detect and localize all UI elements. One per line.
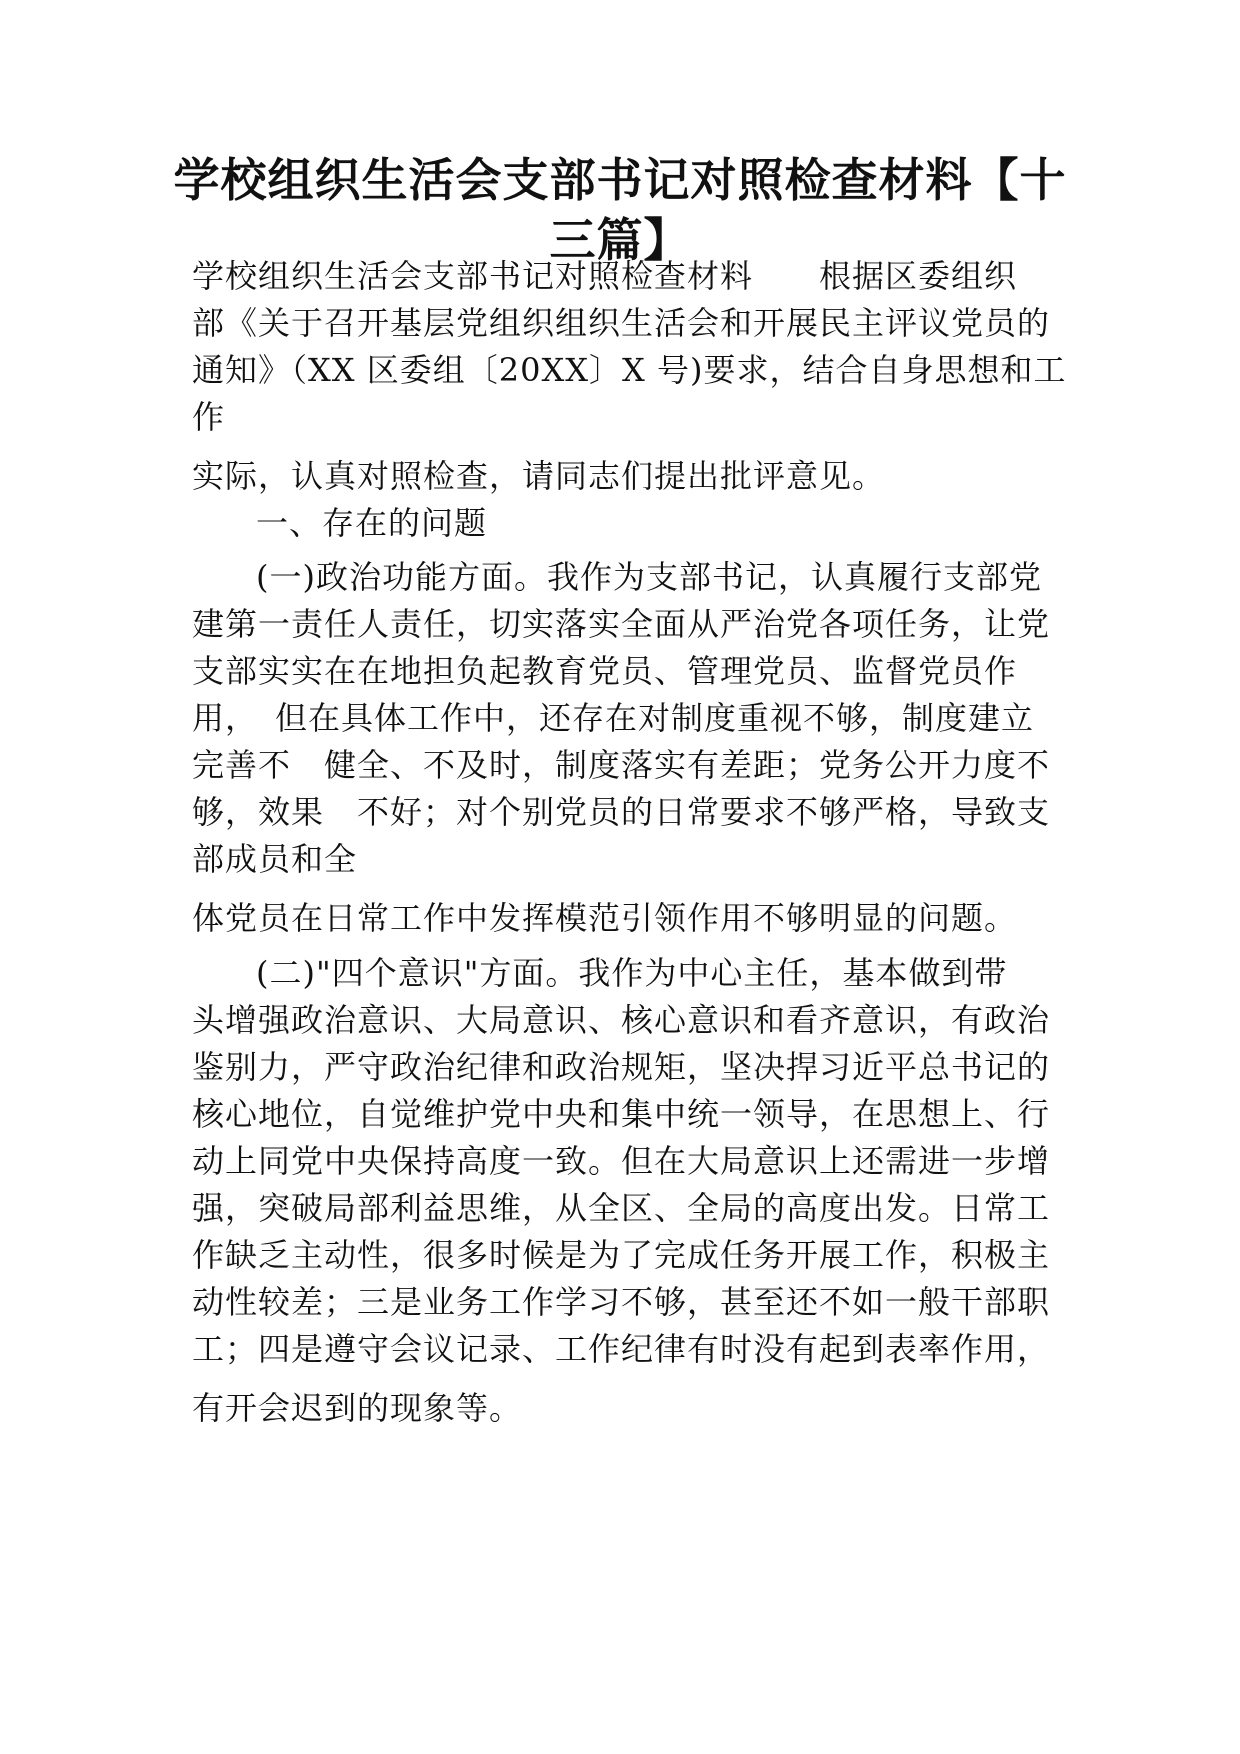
body-line: 头增强政治意识、大局意识、核心意识和看齐意识，有政治 [192,1001,1051,1039]
document-title [150,150,1090,270]
body-line: 核心地位，自觉维护党中央和集中统一领导，在思想上、行 [192,1095,1051,1133]
body-line: 用， 但在具体工作中，还存在对制度重视不够，制度建立 [192,699,1035,737]
body-line: 作缺乏主动性，很多时候是为了完成任务开展工作，积极主 [192,1236,1051,1274]
body-line: 体党员在日常工作中发挥模范引领作用不够明显的问题。 [192,899,1018,937]
title-line-2: 三篇】 [549,213,691,267]
body-line: 学校组织生活会支部书记对照检查材料 根据区委组织 [192,257,1018,295]
body-line: 强，突破局部利益思维，从全区、全局的高度出发。日常工 [192,1189,1051,1227]
body-line: 工；四是遵守会议记录、工作纪律有时没有起到表率作用， [192,1330,1051,1368]
body-line: 动性较差；三是业务工作学习不够，甚至还不如一般干部职 [192,1283,1051,1321]
body-line: 支部实实在在地担负起教育党员、管理党员、监督党员作 [192,652,1018,690]
body-line: 部《关于召开基层党组织组织生活会和开展民主评议党员的 [192,304,1051,342]
title-line-1: 学校组织生活会支部书记对照检查材料【十 [173,153,1067,207]
body-line: 够，效果 不好；对个别党员的日常要求不够严格，导致支 [192,793,1051,831]
body-line: 鉴别力，严守政治纪律和政治规矩，坚决捍习近平总书记的 [192,1048,1051,1086]
section-heading: 一、存在的问题 [256,504,488,542]
body-line: 通知》（XX 区委组〔20XX〕X 号)要求，结合自身思想和工 [192,351,1067,389]
body-line: (一)政治功能方面。我作为支部书记，认真履行支部党 [256,558,1042,596]
body-line: 部成员和全 [192,840,358,878]
body-line: 建第一责任人责任，切实落实全面从严治党各项任务，让党 [192,605,1051,643]
body-line: 完善不 健全、不及时，制度落实有差距；党务公开力度不 [192,746,1051,784]
body-line: 有开会迟到的现象等。 [192,1389,523,1427]
body-line: 作 [192,398,226,436]
body-line: (二)"四个意识"方面。我作为中心主任，基本做到带 [256,954,1008,992]
body-line: 动上同党中央保持高度一致。但在大局意识上还需进一步增 [192,1142,1051,1180]
body-line: 实际，认真对照检查，请同志们提出批评意见。 [192,457,886,495]
